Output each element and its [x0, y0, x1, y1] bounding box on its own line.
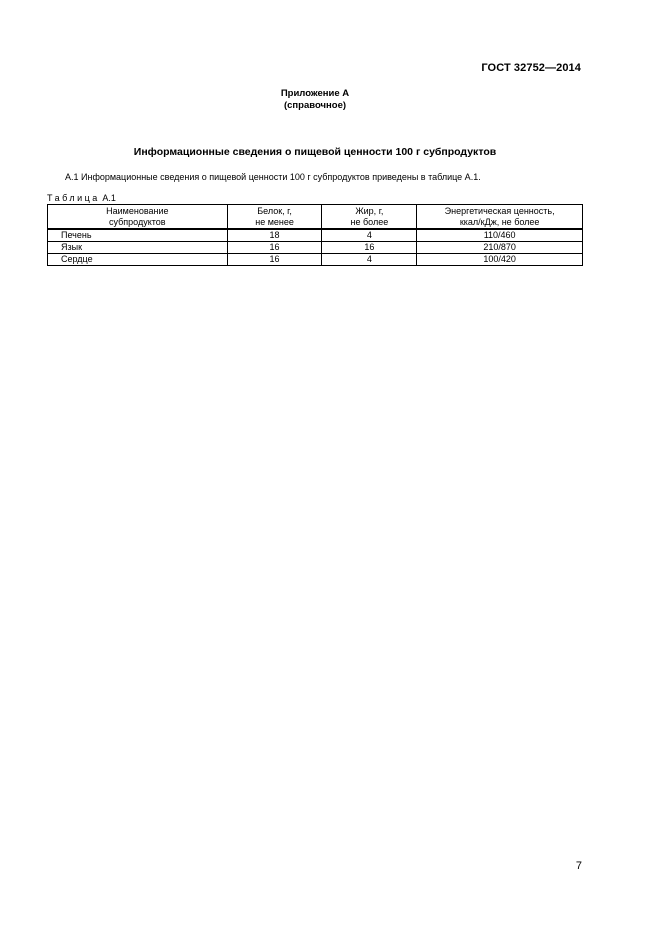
cell-fat: 4 [322, 254, 417, 266]
cell-protein: 16 [227, 254, 322, 266]
table-row [48, 242, 583, 254]
cell-energy: 110/460 [417, 229, 583, 242]
appendix-title: Приложение А [280, 88, 350, 99]
header-fat [322, 205, 417, 230]
appendix-heading [0, 88, 630, 112]
table-caption [47, 193, 116, 203]
header-energy [417, 205, 583, 230]
section-title: Информационные сведения о пищевой ценности 100 г субпродуктов [133, 146, 497, 158]
cell-energy: 210/870 [417, 242, 583, 254]
header-energy-line2: ккал/кДж, не более [459, 216, 540, 227]
cell-name: Язык [48, 242, 228, 254]
table-caption-number: А.1 [102, 193, 116, 203]
cell-protein: 18 [227, 229, 322, 242]
header-protein-line2: не менее [255, 216, 294, 227]
table-row [48, 254, 583, 266]
table-row [48, 229, 583, 242]
header-name-line1: Наименование [106, 205, 169, 216]
header-energy-line1: Энергетическая ценность, [444, 205, 555, 216]
header-name-line2: субпродуктов [109, 216, 166, 227]
section-paragraph: А.1 Информационные сведения о пищевой ценности 100 г субпродуктов приведены в таблице А.1. [65, 172, 481, 182]
header-name [48, 205, 228, 230]
appendix-subtitle: (справочное) [283, 100, 347, 111]
table-caption-word: Таблица [47, 193, 100, 203]
header-fat-line1: Жир, г, [355, 205, 384, 216]
header-fat-line2: не более [350, 216, 389, 227]
header-protein [227, 205, 322, 230]
cell-fat: 16 [322, 242, 417, 254]
cell-name: Сердце [48, 254, 228, 266]
cell-name: Печень [48, 229, 228, 242]
standard-designation: ГОСТ 32752—2014 [481, 62, 581, 74]
cell-protein: 16 [227, 242, 322, 254]
page-number: 7 [575, 860, 582, 872]
header-protein-line1: Белок, г, [257, 205, 292, 216]
cell-fat: 4 [322, 229, 417, 242]
table-header-row [48, 205, 583, 230]
cell-energy: 100/420 [417, 254, 583, 266]
nutrition-table [47, 204, 583, 266]
